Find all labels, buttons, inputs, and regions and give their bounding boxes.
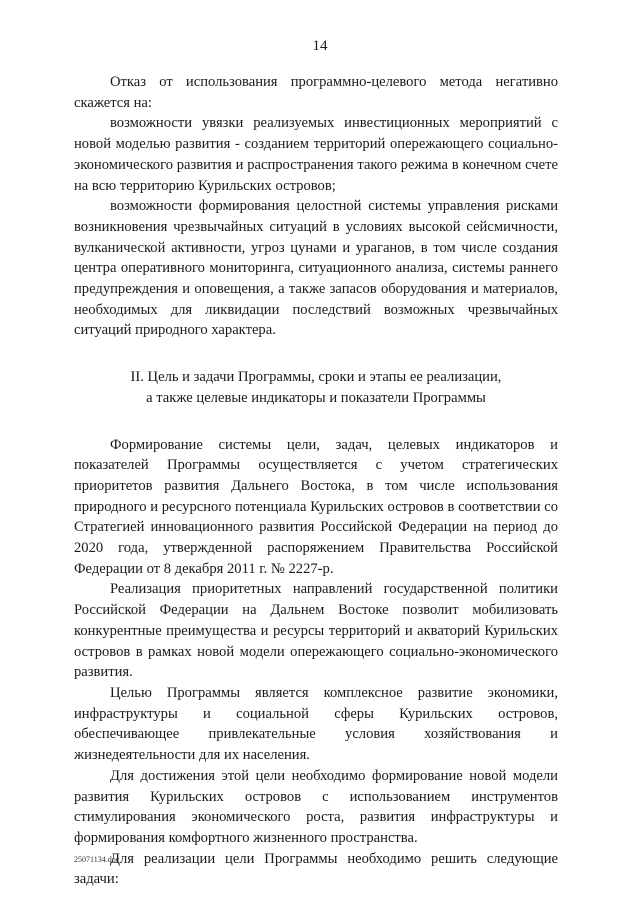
footer-file-reference: 25071134.doc: [74, 855, 120, 864]
paragraph-item-risk-management: возможности формирования целостной системы управления рисками возникновения чрезвычайных ситуаций в условиях высокой сейсмичности, вулканической активности, угроз цунами и ураганов, в том числе создания центра оперативного мониторинга, ситуационного анализа, системы раннего предупреждения и оповещения, а также запасов оборудования и материалов, необходимых для ликвидации последствий возможных чрезвычайных ситуаций природного характера.: [74, 198, 558, 339]
paragraph-intro: Отказ от использования программно-целевого метода негативно скажется на:: [74, 74, 558, 111]
paragraph-tasks-intro: Для реализации цели Программы необходимо решить следующие задачи:: [74, 850, 558, 888]
page-number: 14: [312, 38, 328, 54]
paragraph-program-goal: Целью Программы является комплексное развитие экономики, инфраструктуры и социальной сферы Курильских островов, обеспечивающее привлекательные условия хозяйствования и жизнедеятельности для их населения.: [74, 684, 558, 764]
paragraph-goal-achievement: Для достижения этой цели необходимо формирование новой модели развития Курильских островов с использованием инструментов стимулирования экономического роста, развития инфраструктуры и формирования комфортного жизненного пространства.: [74, 767, 558, 846]
section-heading-line-2: а также целевые индикаторы и показатели Программы: [146, 389, 486, 406]
paragraph-item-linkage: возможности увязки реализуемых инвестиционных мероприятий с новой моделью развития - созданием территорий опережающего социально-экономического развития и распространения такого режима в конечном счете на всю территорию Курильских островов;: [74, 115, 558, 194]
section-heading-line-1: II. Цель и задачи Программы, сроки и этапы ее реализации,: [130, 369, 502, 386]
document-body: [74, 72, 558, 890]
section-heading: [74, 367, 558, 408]
paragraph-system-formation: Формирование системы цели, задач, целевых индикаторов и показателей Программы осуществляется с учетом стратегических приоритетов развития Дальнего Востока, в том числе использования природного и ресурсного потенциала Курильских островов в соответствии со Стратегией инновационного развития Российской Федерации на период до 2020 года, утвержденной распоряжением Правительства Российской Федерации от 8 декабря 2011 г. № 2227-р.: [74, 436, 558, 577]
paragraph-policy-implementation: Реализация приоритетных направлений государственной политики Российской Федерации на Дальнем Востоке позволит мобилизовать конкурентные преимущества и ресурсы территорий и акваторий Курильских островов в рамках новой модели опережающего социально-экономического развития.: [74, 581, 558, 681]
